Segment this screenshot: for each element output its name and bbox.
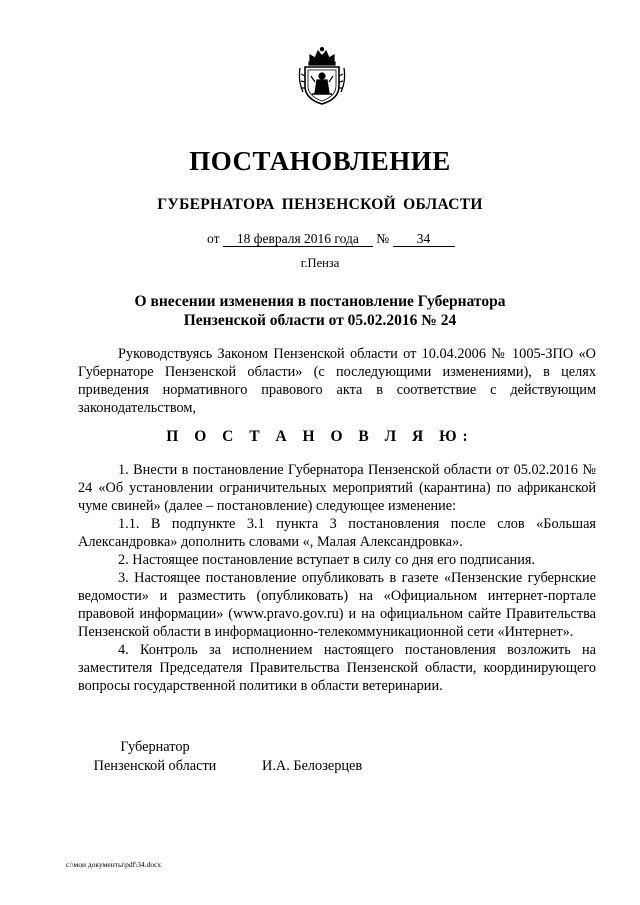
file-path: c:\мои документы\pdf\34.docx xyxy=(66,860,162,869)
number-label: № xyxy=(376,231,390,246)
date-number-line xyxy=(207,231,455,247)
signatory-title-line-1: Губернатор xyxy=(120,739,190,755)
decree-word: П О С Т А Н О В Л Я Ю: xyxy=(166,428,474,445)
signatory-name: И.А. Белозерцев xyxy=(262,758,363,774)
coat-of-arms-icon xyxy=(297,46,347,106)
document-subtitle: ГУБЕРНАТОРА ПЕНЗЕНСКОЙ ОБЛАСТИ xyxy=(157,196,483,213)
signatory-title xyxy=(80,738,230,776)
item-1-1: 1.1. В подпункте 3.1 пункта 3 постановления после слов «Большая Александровка» дополнить словами «, Малая Александровка». xyxy=(78,516,596,550)
document-city: г.Пенза xyxy=(300,256,340,270)
decree-items xyxy=(78,461,596,695)
item-1: 1. Внести в постановление Губернатора Пензенской области от 05.02.2016 № 24 «Об установлении ограничительных мероприятий (карантина) по африканской чуме свиней» (далее – постановление) следующее изменение: xyxy=(78,462,596,514)
document-title: ПОСТАНОВЛЕНИЕ xyxy=(189,146,451,176)
signatory-title-line-2: Пензенской области xyxy=(93,758,217,774)
item-2: 2. Настоящее постановление вступает в силу со дня его подписания. xyxy=(118,552,535,568)
heading-line-1: О внесении изменения в постановление Губернатора xyxy=(134,293,506,310)
item-3: 3. Настоящее постановление опубликовать в газете «Пензенские губернские ведомости» и разместить (опубликовать) на «Официальном интернет-портале правовой информации» (www.pravo.gov.ru) и на официальном сайте Правительства Пензенской области в информационно-телекоммуникационной сети «Интернет». xyxy=(78,570,596,640)
document-heading xyxy=(0,292,640,330)
document-date: 18 февраля 2016 года xyxy=(223,231,373,247)
date-prefix: от xyxy=(207,231,220,246)
item-4: 4. Контроль за исполнением настоящего постановления возложить на заместителя Председателя Правительства Пензенской области, координирующего вопросы государственной политики в области ветеринарии. xyxy=(78,642,596,694)
document-number: 34 xyxy=(393,231,455,247)
intro-text: Руководствуясь Законом Пензенской области от 10.04.2006 № 1005-ЗПО «О Губернаторе Пензенской области» (с последующими изменениями), в целях приведения нормативного правового акта в соответствие с действующим законодательством, xyxy=(78,346,596,416)
intro-paragraph xyxy=(78,345,596,417)
heading-line-2: Пензенской области от 05.02.2016 № 24 xyxy=(183,312,457,329)
